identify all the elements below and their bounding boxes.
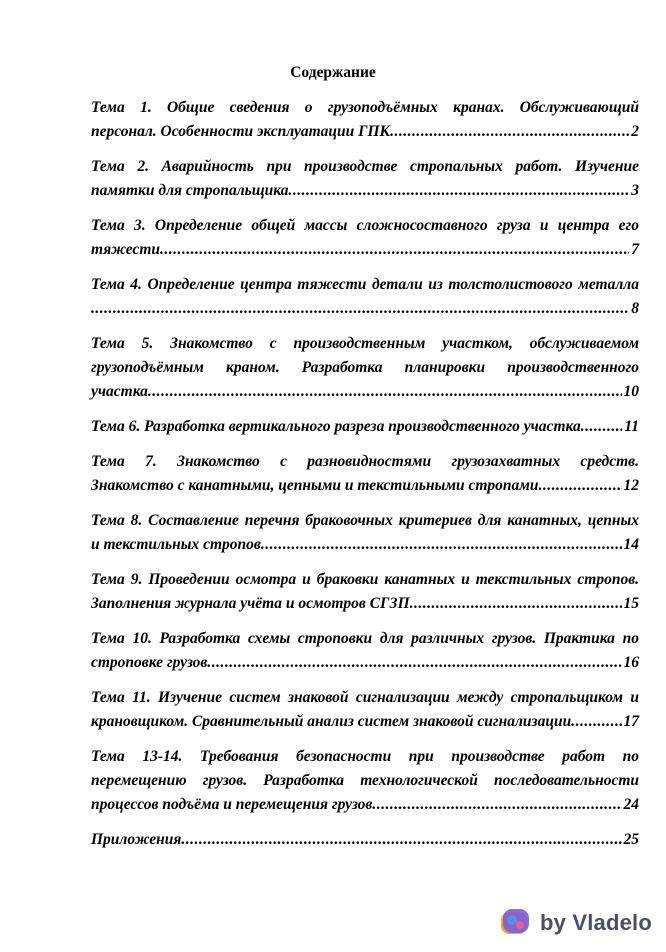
toc-entry[interactable] xyxy=(91,273,639,321)
toc-entry[interactable] xyxy=(91,627,639,675)
dot-leader xyxy=(181,828,621,852)
toc-leader-line xyxy=(91,179,639,203)
page-number: 14 xyxy=(623,536,639,553)
dot-leader xyxy=(207,651,621,675)
toc-entry[interactable] xyxy=(91,332,639,404)
toc-leader-line xyxy=(91,592,639,616)
toc-entry-text: Приложения xyxy=(91,831,182,848)
toc-entry-line: Тема 10. Разработка схемы строповки для различных грузов. Практика по xyxy=(91,630,639,647)
toc-leader-line xyxy=(91,380,639,404)
table-of-contents xyxy=(91,96,639,863)
toc-entry-line: Тема 13-14. Требования безопасности при производстве работ по xyxy=(91,748,639,765)
dot-leader xyxy=(372,793,621,817)
toc-leader-line xyxy=(91,415,639,439)
page-number: 12 xyxy=(623,477,639,494)
page-number: 17 xyxy=(623,713,639,730)
vladelo-logo-icon xyxy=(498,906,532,940)
toc-leader-line xyxy=(91,238,639,262)
toc-entry-text: крановщиком. Сравнительный анализ систем знаковой сигнализации xyxy=(91,713,572,730)
dot-leader xyxy=(288,179,629,203)
toc-entry-text: Тема 6. Разработка вертикального разреза производственного участка xyxy=(91,418,581,435)
page-number: 10 xyxy=(623,383,639,400)
page-number: 7 xyxy=(631,241,639,258)
toc-entry-line: перемещению грузов. Разработка технологической последовательности xyxy=(91,772,639,789)
dot-leader xyxy=(581,415,623,439)
toc-entry-line: грузоподъёмным краном. Разработка планировки производственного xyxy=(91,359,639,376)
toc-leader-line xyxy=(91,793,639,817)
toc-entry-text: процессов подъёма и перемещения грузов xyxy=(91,796,373,813)
dot-leader xyxy=(410,592,622,616)
toc-leader-line xyxy=(91,120,639,144)
toc-entry[interactable] xyxy=(91,509,639,557)
toc-leader-line xyxy=(91,297,639,321)
page-number: 24 xyxy=(623,796,639,813)
toc-leader-line xyxy=(91,828,639,852)
toc-entry[interactable] xyxy=(91,745,639,817)
watermark-text: by Vladelo xyxy=(539,910,652,935)
page-title: Содержание xyxy=(290,64,376,81)
page-number: 8 xyxy=(631,300,639,317)
toc-entry-text: Знакомство с канатными, цепными и текстильными стропами xyxy=(91,477,539,494)
toc-entry-line: Тема 11. Изучение систем знаковой сигнализации между стропальщиком и xyxy=(91,689,639,706)
toc-entry-text: памятки для стропальщика xyxy=(91,182,289,199)
toc-entry-line: Тема 4. Определение центра тяжести детали из толстолистового металла xyxy=(91,276,639,293)
toc-leader-line xyxy=(91,651,639,675)
page-number: 15 xyxy=(623,595,639,612)
page-number: 3 xyxy=(631,182,639,199)
dot-leader xyxy=(390,120,629,144)
toc-entry-text: участка xyxy=(91,383,148,400)
toc-entry-line: Тема 3. Определение общей массы сложносоставного груза и центра его xyxy=(91,217,639,234)
dot-leader xyxy=(148,380,622,404)
toc-entry[interactable] xyxy=(91,214,639,262)
toc-entry-text: тяжести xyxy=(91,241,161,258)
watermark xyxy=(498,906,652,940)
dot-leader xyxy=(539,474,622,498)
dot-leader xyxy=(160,238,629,262)
toc-entry[interactable] xyxy=(91,686,639,734)
page-number: 11 xyxy=(624,418,639,435)
toc-entry-line: Тема 7. Знакомство с разновидностями грузозахватных средств. xyxy=(91,453,639,470)
toc-leader-line xyxy=(91,710,639,734)
page-number: 16 xyxy=(623,654,639,671)
dot-leader xyxy=(91,297,629,321)
toc-entry-line: Тема 2. Аварийность при производстве стропальных работ. Изучение xyxy=(91,158,639,175)
toc-entry-text: персонал. Особенности эксплуатации ГПК xyxy=(91,123,391,140)
toc-entry-text: строповке грузов xyxy=(91,654,208,671)
toc-entry[interactable] xyxy=(91,96,639,144)
toc-entry[interactable] xyxy=(91,155,639,203)
toc-entry-line: Тема 1. Общие сведения о грузоподъёмных кранах. Обслуживающий xyxy=(91,99,639,116)
dot-leader xyxy=(261,533,622,557)
toc-leader-line xyxy=(91,533,639,557)
toc-entry-line: Тема 9. Проведении осмотра и браковки канатных и текстильных стропов. xyxy=(91,571,639,588)
toc-entry[interactable] xyxy=(91,450,639,498)
toc-entry[interactable] xyxy=(91,828,639,852)
toc-leader-line xyxy=(91,474,639,498)
page-number: 25 xyxy=(623,831,639,848)
dot-leader xyxy=(571,710,621,734)
toc-entry-line: Тема 5. Знакомство с производственным участком, обслуживаемом xyxy=(91,335,639,352)
toc-entry-line: Тема 8. Составление перечня браковочных критериев для канатных, цепных xyxy=(91,512,639,529)
toc-entry-text: и текстильных стропов xyxy=(91,536,261,553)
toc-entry[interactable] xyxy=(91,415,639,439)
toc-entry-text: Заполнения журнала учёта и осмотров СГЗП xyxy=(91,595,410,612)
toc-entry[interactable] xyxy=(91,568,639,616)
page-number: 2 xyxy=(631,123,639,140)
